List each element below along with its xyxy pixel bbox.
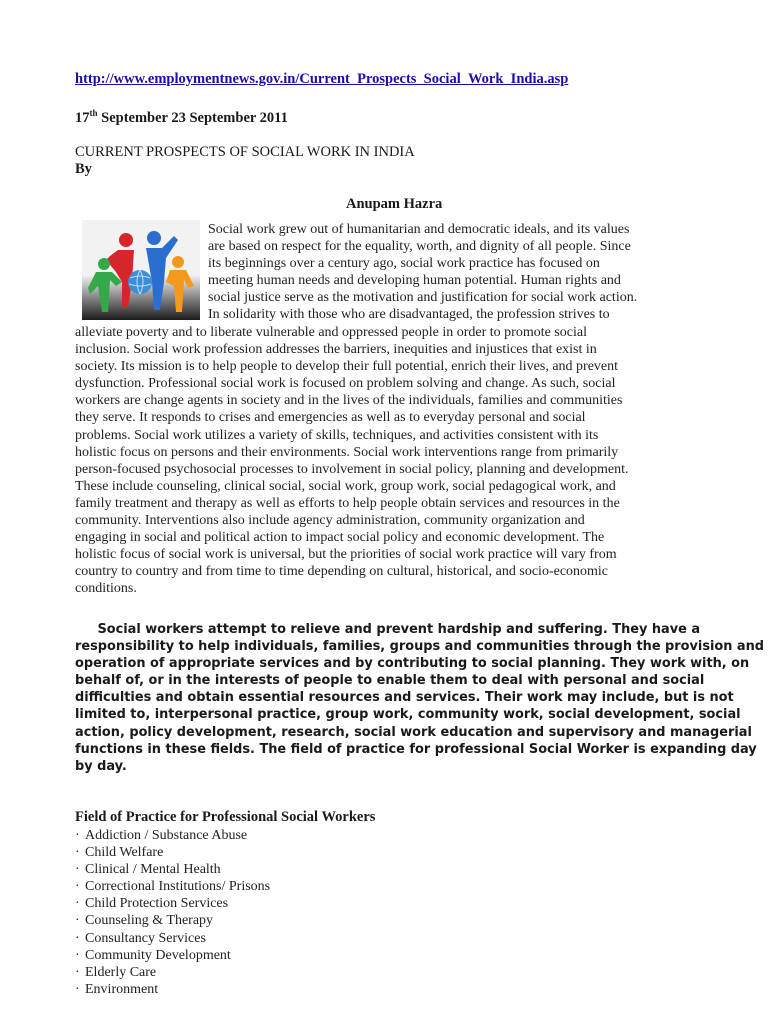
by-label: By <box>75 161 92 177</box>
field-list-item <box>75 964 270 981</box>
bullet-icon: · <box>75 896 80 912</box>
bullet-icon: · <box>75 947 80 963</box>
date-rest: September 23 September 2011 <box>97 110 288 126</box>
paragraph-line: conditions. <box>75 581 137 597</box>
bullet-icon: · <box>75 845 80 861</box>
paragraph-line: limited to, interpersonal practice, group work, community work, social development, social <box>75 707 741 723</box>
paragraph-line: society. Its mission is to help people to develop their full potential, enrich their lives, and prevent <box>75 359 619 375</box>
intro-paragraph-wrapped <box>208 221 637 324</box>
paragraph-line: inclusion. Social work profession addresses the barriers, inequities and injustices that exist in <box>75 342 597 358</box>
paragraph-line: social justice serve as the motivation and justification for social work action. <box>208 290 638 306</box>
field-list-item <box>75 878 270 895</box>
paragraph-line: family treatment and therapy as well as efforts to help people obtain services and resources in the <box>75 495 620 511</box>
bullet-icon: · <box>75 879 80 895</box>
paragraph-line: holistic focus of social work is universal, but the priorities of social work practice will vary from <box>75 547 617 563</box>
publication-date <box>75 108 288 127</box>
paragraph-line: difficulties and obtain essential resources and services. Their work may include, but is not <box>75 690 734 706</box>
field-list-item <box>75 861 270 878</box>
paragraph-line: behalf of, or in the interests of people to enable them to deal with personal and social <box>75 673 705 689</box>
field-label: Community Development <box>85 947 231 963</box>
field-list-item <box>75 895 270 912</box>
field-label: Clinical / Mental Health <box>85 862 221 878</box>
bullet-icon: · <box>75 930 80 946</box>
paragraph-line: holistic focus on persons and their environments. Social work interventions range from primarily <box>75 444 619 460</box>
bullet-icon: · <box>75 913 80 929</box>
paragraph-line: In solidarity with those who are disadvantaged, the profession strives to <box>208 307 610 323</box>
field-of-practice-list <box>75 827 270 998</box>
field-list-item <box>75 947 270 964</box>
paragraph-line: problems. Social work utilizes a variety of skills, techniques, and activities consistent with its <box>75 427 599 443</box>
author-name: Anupam Hazra <box>346 196 443 212</box>
bold-paragraph <box>75 621 764 775</box>
paragraph-line: responsibility to help individuals, families, groups and communities through the provision and <box>75 639 765 655</box>
bullet-icon: · <box>75 964 80 980</box>
paragraph-line: person-focused psychosocial processes to involvement in social policy, planning and development. <box>75 461 629 477</box>
field-of-practice-heading: Field of Practice for Professional Social Workers <box>75 809 376 825</box>
paragraph-line: dysfunction. Professional social work is focused on problem solving and change. As such, social <box>75 376 616 392</box>
paragraph-line: its beginnings over a century ago, social work practice has focused on <box>208 256 600 272</box>
field-list-item <box>75 912 270 929</box>
field-label: Child Welfare <box>85 845 164 861</box>
field-label: Correctional Institutions/ Prisons <box>85 879 271 895</box>
paragraph-line: operation of appropriate services and by contributing to social planning. They work with, on <box>75 656 750 672</box>
paragraph-line: community. Interventions also include agency administration, community organization and <box>75 513 585 529</box>
article-title: CURRENT PROSPECTS OF SOCIAL WORK IN INDIA <box>75 144 415 160</box>
paragraph-line: by day. <box>75 758 127 774</box>
paragraph-line: Social workers attempt to relieve and prevent hardship and suffering. They have a <box>75 622 701 637</box>
paragraph-line: country to country and from time to time depending on cultural, historical, and socio-economic <box>75 564 609 580</box>
field-label: Environment <box>85 981 159 997</box>
source-url-link[interactable]: http://www.employmentnews.gov.in/Current_Prospects_Social_Work_India.asp <box>75 71 569 87</box>
field-list-item <box>75 981 270 998</box>
paragraph-line: they serve. It responds to crises and emergencies as well as to everyday personal and social <box>75 410 586 426</box>
date-day: 17 <box>75 110 90 126</box>
bullet-icon: · <box>75 862 80 878</box>
field-list-item <box>75 844 270 861</box>
social-work-figures-illustration <box>82 220 200 320</box>
paragraph-line: action, policy development, research, social work education and supervisory and managerial <box>75 724 752 740</box>
field-list-item <box>75 930 270 947</box>
paragraph-line: functions in these fields. The field of practice for professional Social Worker is expanding day <box>75 741 757 757</box>
field-list-item <box>75 827 270 844</box>
paragraph-line: workers are change agents in society and in the lives of the individuals, families and communities <box>75 393 623 409</box>
date-suffix: th <box>89 108 98 118</box>
field-label: Counseling & Therapy <box>85 913 214 929</box>
paragraph-line: alleviate poverty and to liberate vulnerable and oppressed people in order to promote social <box>75 325 587 340</box>
bullet-icon: · <box>75 981 80 997</box>
intro-paragraph-full <box>75 324 629 598</box>
bullet-icon: · <box>75 828 80 843</box>
paragraph-line: are based on respect for the equality, worth, and dignity of all people. Since <box>208 239 631 255</box>
paragraph-line: These include counseling, clinical social, social work, group work, social pedagogical work, and <box>75 478 616 494</box>
paragraph-line: meeting human needs and developing human potential. Human rights and <box>208 273 621 289</box>
field-label: Elderly Care <box>85 964 157 980</box>
field-label: Child Protection Services <box>85 896 229 912</box>
field-label: Consultancy Services <box>85 930 206 946</box>
field-label: Addiction / Substance Abuse <box>85 828 248 843</box>
paragraph-line: Social work grew out of humanitarian and democratic ideals, and its values <box>208 222 630 237</box>
paragraph-line: engaging in social and political action to impact social policy and economic development. The <box>75 530 605 546</box>
